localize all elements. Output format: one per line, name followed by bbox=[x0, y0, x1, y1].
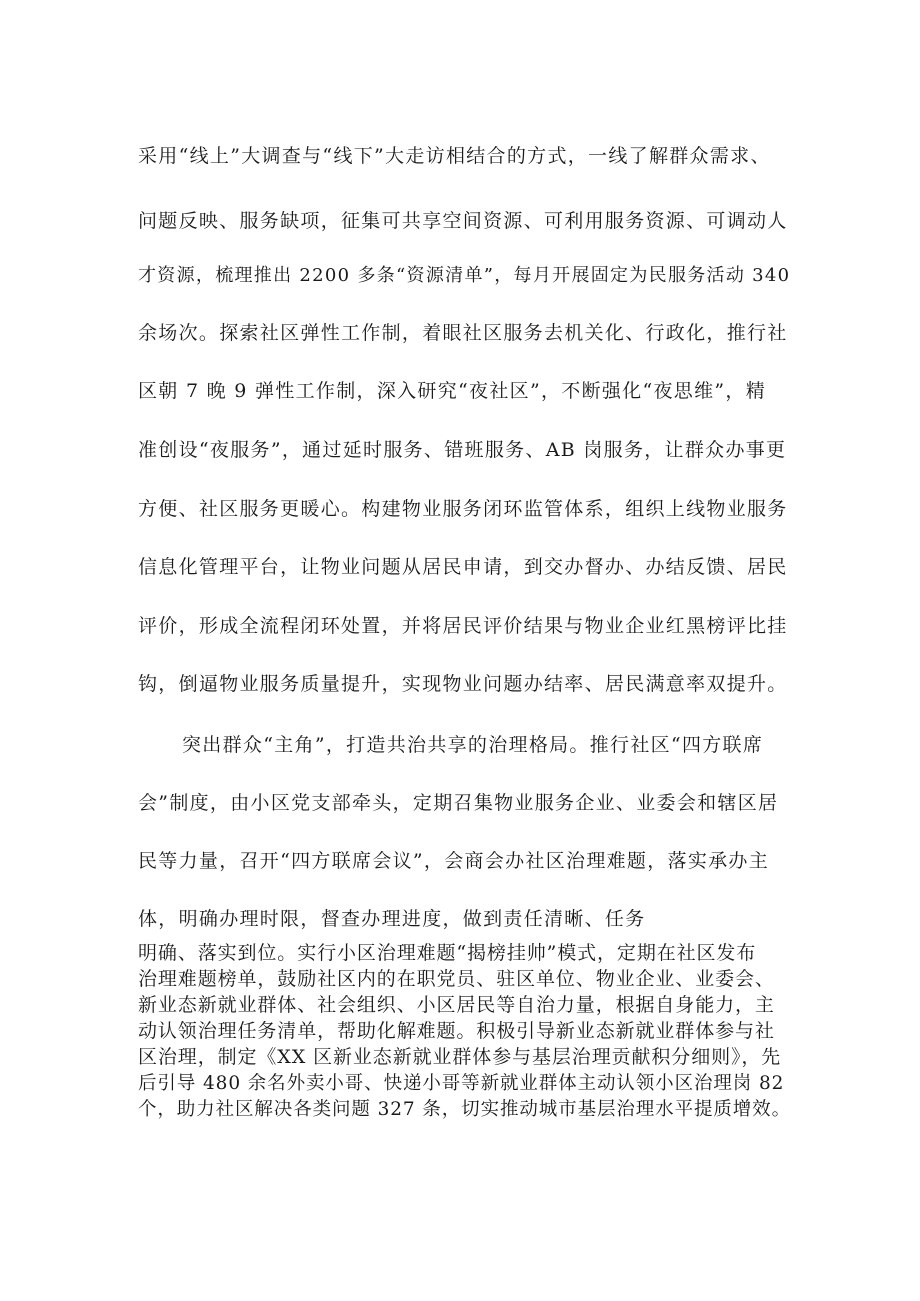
paragraph-1-line-1: 采用“线上”大调查与“线下”大走访相结合的方式，一线了解群众需求、 bbox=[138, 145, 771, 167]
paragraph-2-line-3: 民等力量，召开“四方联席会议”，会商会办社区治理难题，落实承办主 bbox=[138, 850, 770, 872]
paragraph-3-line-6: 后引导 480 余名外卖小哥、快递小哥等新就业群体主动认领小区治理岗 82 bbox=[138, 1073, 785, 1094]
paragraph-1-line-4: 余场次。探索社区弹性工作制，着眼社区服务去机关化、行政化，推行社 bbox=[138, 322, 788, 344]
paragraph-3-line-1: 明确、落实到位。实行小区治理难题“揭榜挂帅”模式，定期在社区发布 bbox=[138, 942, 757, 964]
paragraph-3-line-4: 动认领治理任务清单，帮助化解难题。积极引导新业态新就业群体参与社 bbox=[138, 1020, 775, 1042]
paragraph-3-line-7: 个，助力社区解决各类问题 327 条，切实推动城市基层治理水平提质增效。 bbox=[138, 1099, 791, 1120]
paragraph-1-line-6: 准创设“夜服务”，通过延时服务、错班服务、AB 岗服务，让群众办事更 bbox=[138, 439, 787, 461]
paragraph-1-line-10: 钩，倒逼物业服务质量提升，实现物业问题办结率、居民满意率双提升。 bbox=[138, 673, 788, 695]
paragraph-2-line-2: 会”制度，由小区党支部牵头，定期召集物业服务企业、业委会和辖区居 bbox=[138, 792, 779, 814]
paragraph-3-line-5: 区治理，制定《XX 区新业态新就业群体参与基层治理贡献积分细则》，先 bbox=[138, 1046, 782, 1068]
paragraph-2-line-1: 突出群众“主角”，打造共治共享的治理格局。推行社区“四方联席 bbox=[182, 734, 764, 756]
paragraph-3-line-3: 新业态新就业群体、社会组织、小区居民等自治力量，根据自身能力，主 bbox=[138, 994, 775, 1016]
paragraph-1-line-5: 区朝 7 晚 9 弹性工作制，深入研究“夜社区”，不断强化“夜思维”，精 bbox=[138, 380, 766, 402]
paragraph-3-line-2: 治理难题榜单，鼓励社区内的在职党员、驻区单位、物业企业、业委会、 bbox=[138, 968, 775, 990]
paragraph-1-line-3: 才资源，梳理推出 2200 多条“资源清单”，每月开展固定为民服务活动 340 bbox=[138, 265, 791, 286]
paragraph-1-line-7: 方便、社区服务更暖心。构建物业服务闭环监管体系，组织上线物业服务 bbox=[138, 498, 788, 520]
paragraph-1-line-8: 信息化管理平台，让物业问题从居民申请，到交办督办、办结反馈、居民 bbox=[138, 556, 788, 578]
paragraph-2-line-4: 体，明确办理时限，督查办理进度，做到责任清晰、任务 bbox=[138, 908, 646, 930]
paragraph-1-line-9: 评价，形成全流程闭环处置，并将居民评价结果与物业企业红黑榜评比挂 bbox=[138, 615, 788, 637]
paragraph-1-line-2: 问题反映、服务缺项，征集可共享空间资源、可利用服务资源、可调动人 bbox=[138, 210, 788, 232]
